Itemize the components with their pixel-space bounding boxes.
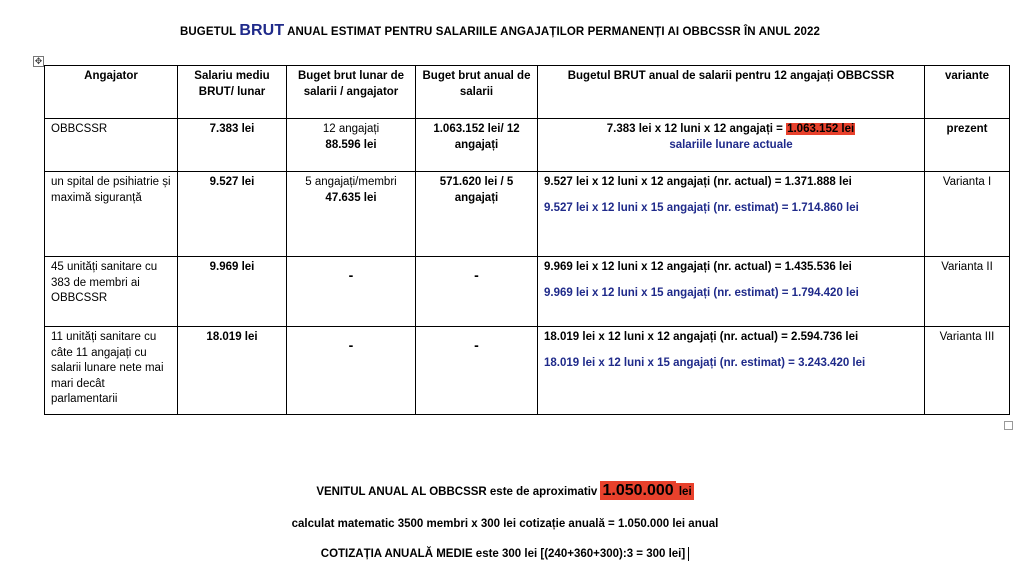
cell-angajator: 11 unități sanitare cu câte 11 angajați cu salarii lunare nete mai mari decât parlamentarii [45, 327, 178, 415]
text-cursor [688, 547, 689, 561]
highlighted-venit: 1.050.000 [602, 482, 674, 499]
calc-line-actual: 9.527 lei x 12 luni x 12 angajați (nr. actual) = 1.371.888 lei [544, 176, 852, 188]
header-variante: variante [925, 66, 1010, 119]
cell-buget-lunar: - [287, 257, 416, 327]
cell-angajator: un spital de psihiatrie și maximă siguranță [45, 172, 178, 257]
header-buget-lunar: Buget brut lunar de salarii / angajator [287, 66, 416, 119]
table-row [45, 119, 1010, 172]
header-buget-anual: Buget brut anual de salarii [416, 66, 538, 119]
title-emphasis: BRUT [239, 22, 285, 39]
calc-line-estimat: 9.527 lei x 12 luni x 15 angajați (nr. estimat) = 1.714.860 lei [544, 201, 859, 214]
cell-calcul [538, 119, 925, 172]
cell-lunar-value: 88.596 lei [325, 138, 377, 151]
header-buget-12-angajati: Bugetul BRUT anual de salarii pentru 12 angajați OBBCSSR [538, 66, 925, 119]
cell-buget-anual: - [416, 327, 538, 415]
highlighted-total: 1.063.152 lei [787, 123, 855, 135]
cell-lunar-count: 5 angajați/membri [305, 176, 397, 188]
table-row [45, 257, 1010, 327]
calc-line-note: salariile lunare actuale [669, 138, 793, 151]
cell-buget-lunar: - [287, 327, 416, 415]
cell-calcul [538, 327, 925, 415]
table-move-handle-icon[interactable]: ✥ [34, 56, 43, 66]
table-resize-handle-icon[interactable] [1004, 421, 1013, 430]
document-title [0, 22, 1000, 40]
footer-cotizatie: COTIZAȚIA ANUALĂ MEDIE este 300 lei [(240+360+300):3 = 300 lei] [0, 547, 1010, 561]
table-header-row [45, 66, 1010, 119]
cell-varianta: prezent [925, 119, 1010, 172]
calc-line-actual: 18.019 lei x 12 luni x 12 angajați (nr. actual) = 2.594.736 lei [544, 331, 859, 343]
cell-varianta: Varianta I [925, 172, 1010, 257]
cell-angajator: OBBCSSR [45, 119, 178, 172]
calc-line-actual: 9.969 lei x 12 luni x 12 angajați (nr. actual) = 1.435.536 lei [544, 261, 852, 273]
cell-varianta: Varianta II [925, 257, 1010, 327]
table-row [45, 172, 1010, 257]
cell-buget-anual: 571.620 lei / 5 angajați [416, 172, 538, 257]
cell-buget-lunar [287, 119, 416, 172]
budget-table [44, 65, 1010, 415]
cell-calcul [538, 257, 925, 327]
cell-salariu: 9.527 lei [178, 172, 287, 257]
cell-salariu: 7.383 lei [178, 119, 287, 172]
calc-line-estimat: 9.969 lei x 12 luni x 15 angajați (nr. estimat) = 1.794.420 lei [544, 286, 859, 299]
cell-calcul [538, 172, 925, 257]
header-salariu: Salariu mediu BRUT/ lunar [178, 66, 287, 119]
footer-venit-anual: VENITUL ANUAL AL OBBCSSR este de aproximativ 1.050.000 lei [316, 482, 692, 499]
footer-calcul: calculat matematic 3500 membri x 300 lei cotizație anuală = 1.050.000 lei anual [291, 518, 719, 530]
cell-lunar-count: 12 angajați [322, 123, 380, 135]
title-prefix: BUGETUL [180, 26, 240, 38]
title-suffix: ANUAL ESTIMAT PENTRU SALARIILE ANGAJAȚILOR PERMANENȚI AI OBBCSSR ÎN ANUL 2022 [284, 26, 820, 38]
cell-lunar-value: 47.635 lei [325, 191, 377, 204]
cell-angajator: 45 unități sanitare cu 383 de membri ai OBBCSSR [45, 257, 178, 327]
table-row [45, 327, 1010, 415]
cell-salariu: 9.969 lei [178, 257, 287, 327]
header-angajator: Angajator [45, 66, 178, 119]
cell-varianta: Varianta III [925, 327, 1010, 415]
cell-salariu: 18.019 lei [178, 327, 287, 415]
calc-line-actual: 7.383 lei x 12 luni x 12 angajați = [606, 123, 787, 135]
cell-buget-anual: - [416, 257, 538, 327]
calc-line-estimat: 18.019 lei x 12 luni x 15 angajați (nr. estimat) = 3.243.420 lei [544, 356, 866, 369]
cell-buget-anual: 1.063.152 lei/ 12 angajați [416, 119, 538, 172]
cell-buget-lunar [287, 172, 416, 257]
